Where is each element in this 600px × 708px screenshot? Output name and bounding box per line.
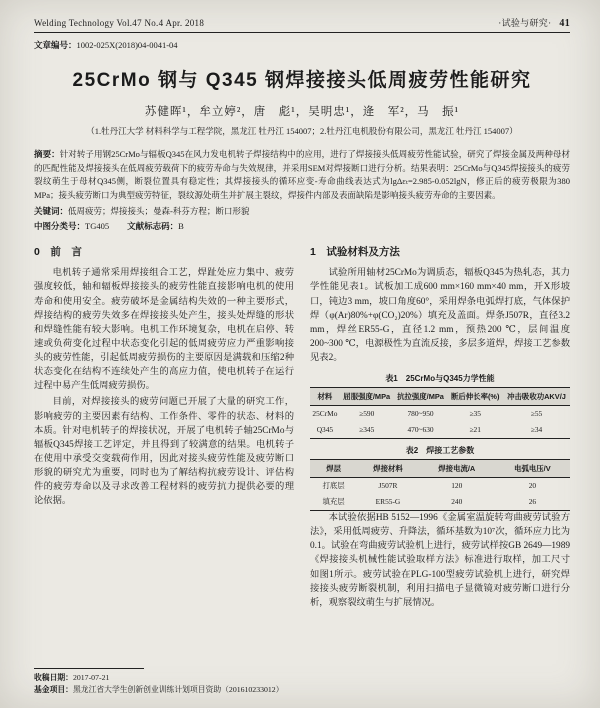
- table1: [310, 387, 570, 439]
- table1-caption: 表1 25CrMo与Q345力学性能: [385, 374, 495, 384]
- table1-cell: 25CrMo: [312, 409, 338, 419]
- keywords-text: 低周疲劳；焊接接头；曼森-科芬方程；断口形貌: [68, 206, 250, 217]
- table2-header-cell: 焊接材料: [373, 463, 403, 473]
- paragraph: 目前，对焊接接头的疲劳问题已开展了大量的研究工作，影响疲劳的主要因素有结构、工作条件、零件的状态、材料的本质。针对电机转子的焊接状况，开展了电机转子轴25CrMo与辐板Q345焊接工艺评定，并且得到了较满意的结果。电机转子在使用中承受交变载荷作用，因此对接头疲劳性能及疲劳断口形貌的研究尤为重要，同时也为了解结构抗疲劳设计、评估构件的疲劳寿命以及寻求改善工程材料的疲劳抗力提供必要的理论依据。: [34, 397, 294, 507]
- table2-cell: 120: [451, 481, 463, 491]
- fund-text: 黑龙江省大学生创新创业训练计划项目资助（201610233012）: [72, 684, 284, 694]
- clc-line: [34, 220, 570, 232]
- page-number: 41: [559, 18, 570, 29]
- table1-header-cell: 断后伸长率(%): [451, 391, 500, 401]
- table1-cell: ≥55: [530, 409, 543, 419]
- table1-header-cell: 冲击吸收功AKV/J: [507, 391, 566, 401]
- table1-cell: 470~630: [407, 425, 434, 435]
- received-date: 2017-07-21: [72, 672, 110, 682]
- table2-cell: 填充层: [322, 497, 345, 507]
- fund-line: [34, 684, 294, 696]
- table2-cell: ER55-G: [375, 497, 401, 507]
- table1-header-cell: 材料: [317, 391, 333, 401]
- clc-label: 中图分类号：: [34, 221, 86, 232]
- body-columns: [34, 242, 570, 696]
- paragraph: 试验所用轴材25CrMo为调质态，辐板Q345为热轧态，其力学性能见表1。试板加工成600 mm×160 mm×40 mm，开X形坡口，钝边3 mm，坡口角度60°，采用焊条电弧焊打底，气体保护焊（φ(Ar)80%+φ(CO₂)20%）填充及盖面。焊条J507R，直径3.2 mm，焊丝ER55-G，直径1.2 mm，预热200 ℃，层间温度200~300 ℃，电源极性为直流反接，多层多道焊，焊接工艺参数见表2。: [310, 268, 570, 364]
- affiliations: （1.牡丹江大学 材料科学与工程学院，黑龙江 牡丹江 154007；2.牡丹江电机股份有限公司，黑龙江 牡丹江 154007）: [86, 126, 518, 136]
- paragraph: 本试验依据HB 5152—1996《金属室温旋转弯曲疲劳试验方法》，采用低周疲劳、升降法，循环基数为10⁷次，循环应力比为0.1。试验在弯曲疲劳试验机上进行，疲劳试样按GB 2649—1989《焊接接头机械性能试验取样方法》标准进行取样，加工尺寸如图1所示。疲劳试验在PLG-100型疲劳试验机上进行，研究焊接接头疲劳断裂机制，利用扫描电子显微镜对疲劳断口进行分析，观察裂纹萌生与扩展情况。: [310, 513, 570, 608]
- table1-cell: ≥35: [469, 409, 481, 419]
- table1-cell: ≥34: [530, 425, 543, 435]
- table-row: [310, 494, 570, 511]
- fund-label: 基金项目：: [34, 684, 73, 694]
- table1-header-row: [310, 388, 570, 405]
- keywords-label: 关键词：: [34, 206, 69, 217]
- doc-code-value: B: [178, 221, 184, 232]
- article-id-value: 1002-025X(2018)04-0041-04: [76, 40, 178, 50]
- received-line: [34, 672, 294, 684]
- header-rule: [34, 32, 570, 33]
- table2-header-cell: 焊接电流/A: [438, 463, 476, 473]
- keywords-line: [34, 205, 570, 217]
- authors: 苏健晖¹，牟立婷²，唐 彪¹，吴明忠¹，逄 军²，马 振¹: [144, 106, 460, 118]
- table2-cell: 20: [528, 481, 537, 491]
- page-header: [34, 16, 570, 29]
- left-column: [34, 242, 294, 696]
- table2-caption: 表2 焊接工艺参数: [405, 446, 475, 456]
- table2: [310, 459, 570, 511]
- received-label: 收稿日期：: [34, 672, 73, 682]
- table1-cell: 780~950: [407, 409, 434, 419]
- footnote-rule: [34, 668, 144, 669]
- section-heading-methods: 1 试验材料及方法: [310, 246, 400, 259]
- paragraph: 电机转子通常采用焊接组合工艺，焊趾处应力集中、疲劳强度较低，轴和辐板焊接接头的疲劳性能直接影响电机的使用寿命和使用安全。疲劳破坏是金属结构失效的一种主要形式，焊接结构的疲劳失效多在焊接接头处产生，接头处焊缝的形状和焊缝性能有较大影响。电机工作环境复杂，电机在启停、转速或负荷变化过程中状态变化引起的低周疲劳应力严重影响接头的疲劳性能，引起低周疲劳损伤的主要原因是满载和压缩2种状态变化在结构不连续处产生的高应力值，使电机转子在运行过程中易产生低周疲劳损伤。: [34, 268, 294, 392]
- footnote: [34, 665, 294, 696]
- section-label: ·试验与研究·: [498, 18, 552, 28]
- table2-cell: J507R: [378, 481, 398, 491]
- table-row: [310, 405, 570, 422]
- table1-cell: Q345: [316, 425, 334, 435]
- clc-value: TG405: [85, 221, 110, 232]
- table2-cell: 打底层: [322, 481, 345, 491]
- table1-header-cell: 屈服强度/MPa: [343, 391, 391, 401]
- doc-code-label: 文献标志码：: [127, 221, 179, 232]
- table2-cell: 26: [528, 497, 537, 507]
- table2-header-cell: 焊层: [326, 463, 341, 473]
- table2-cell: 240: [451, 497, 463, 507]
- table-row: [310, 422, 570, 439]
- table-row: [310, 477, 570, 494]
- right-column: [310, 242, 570, 696]
- article-id-label: 文章编号：: [34, 40, 77, 50]
- section-heading-intro: 0 前 言: [34, 246, 82, 259]
- table1-cell: ≥590: [359, 409, 375, 419]
- journal-info: Welding Technology Vol.47 No.4 Apr. 2018: [34, 18, 205, 28]
- article-id-line: [34, 39, 570, 51]
- table1-cell: ≥21: [469, 425, 481, 435]
- abstract-label: 摘要：: [34, 149, 60, 159]
- abstract: [34, 148, 570, 202]
- table1-header-cell: 抗拉强度/MPa: [397, 391, 444, 401]
- table2-header-cell: 电弧电压/V: [514, 463, 551, 473]
- table2-header-row: [310, 460, 570, 477]
- table1-cell: ≥345: [359, 425, 375, 435]
- article-title: 25CrMo 钢与 Q345 钢焊接接头低周疲劳性能研究: [72, 70, 532, 91]
- abstract-text: 针对转子用钢25CrMo与辐板Q345在风力发电机转子焊接结构中的应用，进行了焊接接头低周疲劳性能试验，研究了焊接金属及两种母材的匹配性能及焊接接头在低周疲劳载荷下的疲劳寿命与失效规律，并采用SEM对焊接断口进行分析。结果表明：25CrMo与Q345焊接接头的疲劳裂纹萌生于母材Q345侧，断裂位置具有稳定性；其焊接接头的循环应变-寿命曲线表达式为lgΔεₜ=2.985-0.052lgN，修正后的疲劳极限为380 MPa；接头疲劳断口为典型疲劳特征，裂纹源处萌生并扩展主裂纹，焊接件内部及表面缺陷是影响接头疲劳寿命的主要因素。: [34, 149, 570, 200]
